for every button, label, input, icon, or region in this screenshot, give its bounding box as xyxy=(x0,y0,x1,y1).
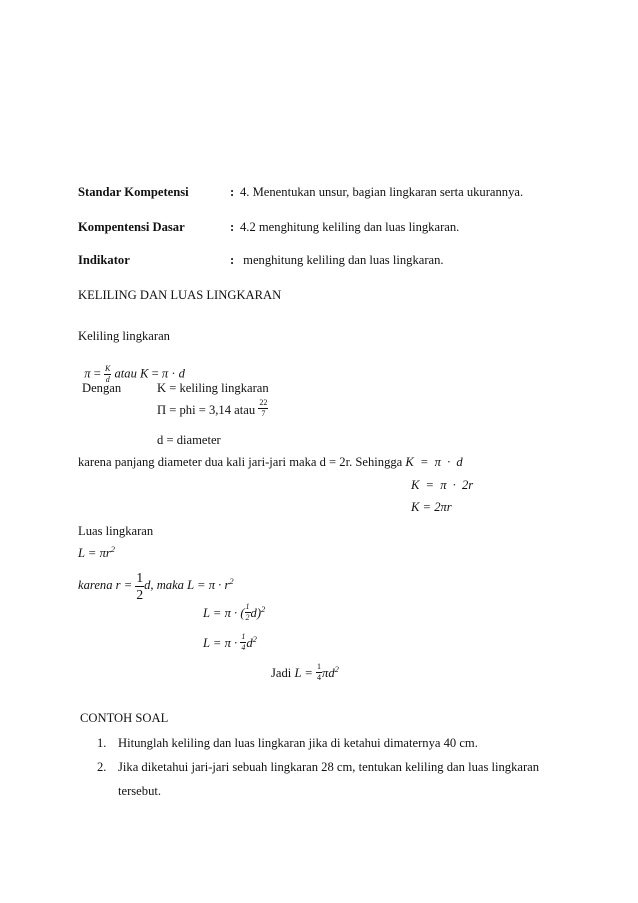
list-item-text: Jika diketahui jari-jari sebuah lingkaran 28 cm, tentukan keliling dan luas lingkaran xyxy=(118,760,540,774)
jadi-equation: Jadi L = $\frac{1}{4}$ $\pi d^2$ xyxy=(271,662,339,682)
luas-equation-2: L = π · ( $\frac{1}{2}$ d)$^2$ xyxy=(203,602,266,622)
value-standar-kompetensi: 4. Menentukan unsur, bagian lingkaran serta ukurannya. xyxy=(240,185,524,199)
list-item-text: Hitunglah keliling dan luas lingkaran jika di ketahui dimaternya 40 cm. xyxy=(118,736,478,750)
value-kompetensi-dasar: 4.2 menghitung keliling dan luas lingkaran. xyxy=(240,220,460,234)
fraction-1-over-4: $\frac{1}{4}$ xyxy=(241,632,246,652)
definition-k: K = keliling lingkaran xyxy=(157,381,269,395)
keliling-heading: Keliling lingkaran xyxy=(78,329,170,343)
contoh-soal-heading: CONTOH SOAL xyxy=(80,711,169,725)
fraction-1-over-4: $\frac{1}{4}$ xyxy=(317,662,322,682)
k-equation-2: K = π · 2r xyxy=(411,478,474,492)
list-item-number: 1. xyxy=(97,736,107,750)
fraction-1-over-2: $\frac{1}{2}$ xyxy=(136,570,144,602)
fraction-22-over-7: $\frac{22}{7}$ xyxy=(259,397,268,418)
colon: : xyxy=(230,253,235,267)
karena-keliling-text: karena panjang diameter dua kali jari-jari maka d = 2r. Sehingga K = π · d xyxy=(78,455,463,469)
fraction-1-over-2: $\frac{1}{2}$ xyxy=(245,602,250,622)
section-title: KELILING DAN LUAS LINGKARAN xyxy=(78,288,282,302)
label-standar-kompetensi: Standar Kompetensi xyxy=(78,185,189,199)
dengan-label: Dengan xyxy=(82,381,122,395)
list-item-text-continuation: tersebut. xyxy=(118,784,162,798)
luas-equation-1: $L = \pi r^2$ xyxy=(78,544,116,560)
label-kompetensi-dasar: Kompentensi Dasar xyxy=(78,220,185,234)
k-equation-3: K = 2πr xyxy=(411,500,452,514)
keliling-formula: π = $\frac{K}{d}$ atau K = π · d xyxy=(84,363,185,384)
definition-d: d = diameter xyxy=(157,433,221,447)
colon: : xyxy=(230,220,235,234)
list-item-number: 2. xyxy=(97,760,107,774)
luas-heading: Luas lingkaran xyxy=(78,524,154,538)
luas-equation-3: L = π · $\frac{1}{4}$ $d^2$ xyxy=(203,632,257,652)
colon: : xyxy=(230,185,235,199)
karena-luas-equation: karena r = $\frac{1}{2}$ d, maka $L = \pi \cdot r^2$ xyxy=(78,570,234,602)
definition-pi: Π = phi = 3,14 atau $\frac{22}{7}$ xyxy=(157,397,268,418)
label-indikator: Indikator xyxy=(78,253,130,267)
value-indikator: menghitung keliling dan luas lingkaran. xyxy=(240,253,444,267)
fraction-k-over-d: $\frac{K}{d}$ xyxy=(105,363,111,384)
